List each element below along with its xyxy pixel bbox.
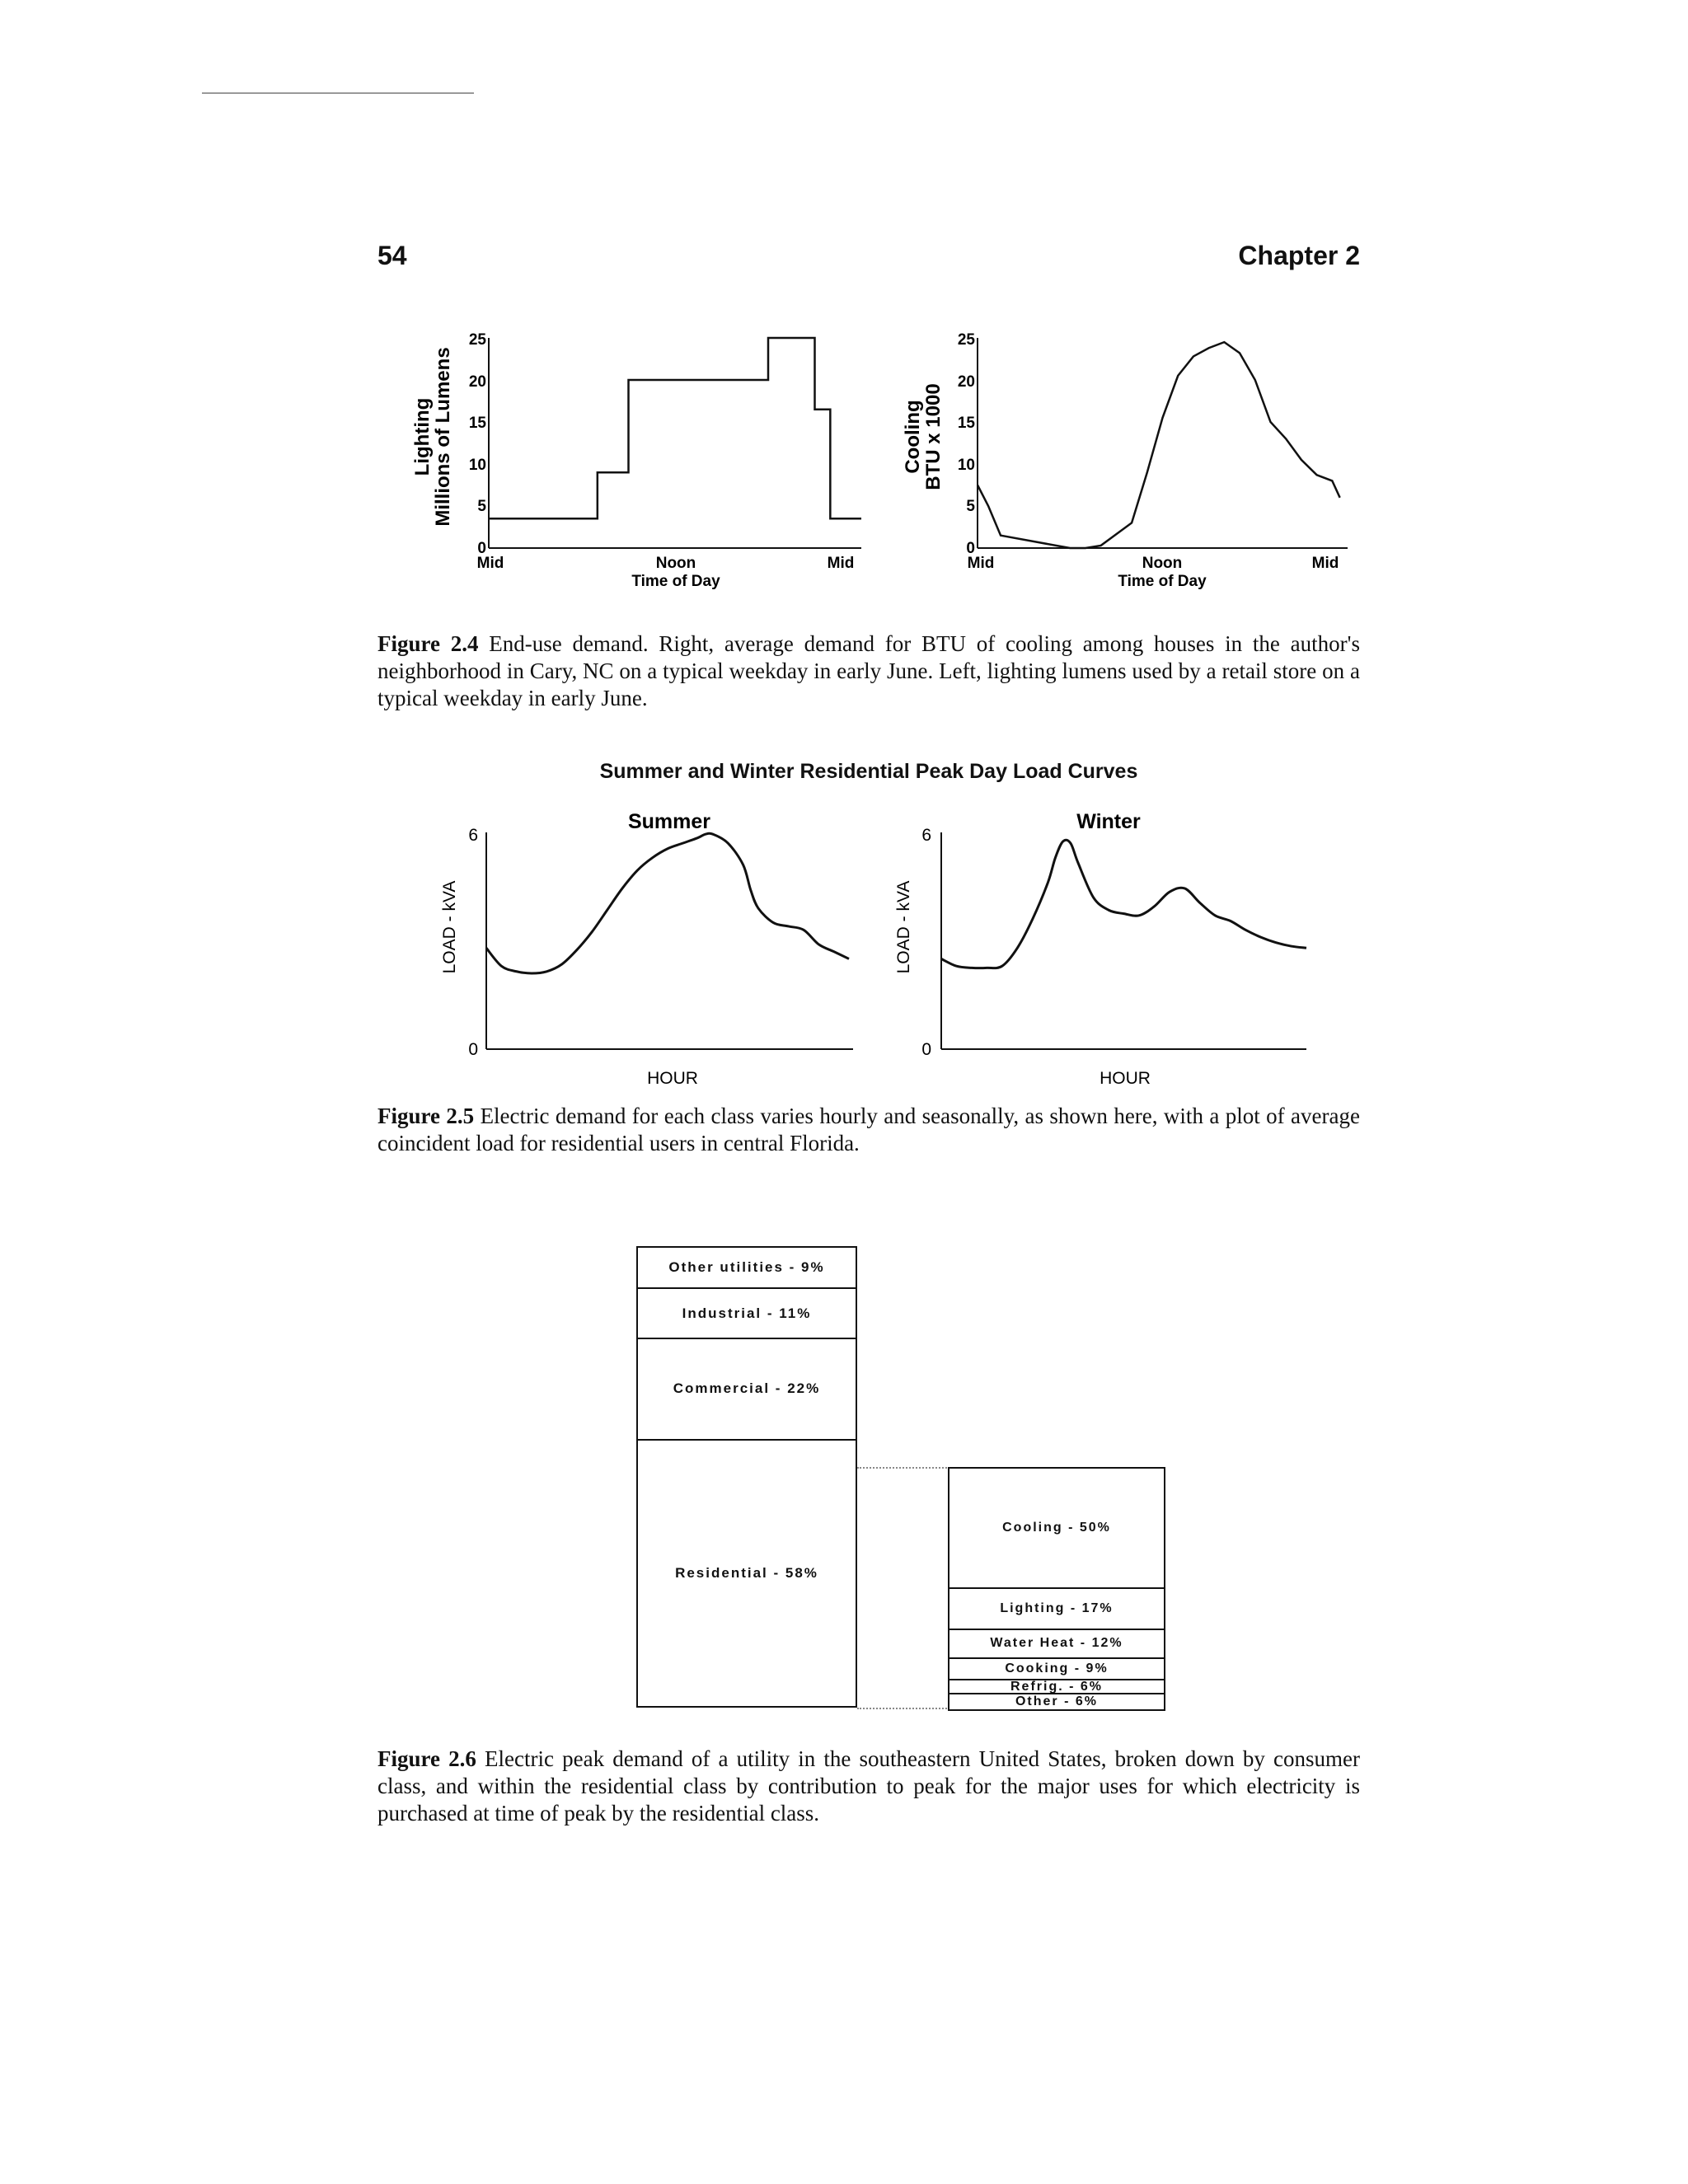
lighting-series-line	[489, 338, 861, 518]
lighting-ylabel-line2: Millions of Lumens	[432, 347, 454, 527]
cooling-xlabel: Time of Day	[1118, 573, 1207, 590]
lighting-ytick: 25	[468, 331, 486, 349]
lighting-ytick: 5	[477, 498, 486, 515]
residential-use-label: Water Heat - 12%	[990, 1636, 1123, 1651]
caption-label: Figure 2.4	[377, 631, 479, 656]
lighting-ytick: 20	[468, 373, 486, 391]
residential-use-segment	[950, 1469, 1164, 1589]
caption-text: Electric demand for each class varies hourly and seasonally, as shown here, with a plot of average coincident load for residential users in central Florida.	[377, 1104, 1360, 1155]
caption-label: Figure 2.6	[377, 1746, 476, 1771]
figure-2-5-caption	[377, 1103, 1360, 1157]
residential-use-segment	[950, 1694, 1164, 1709]
consumer-class-segment	[638, 1441, 856, 1706]
connector-top	[857, 1467, 950, 1469]
consumer-class-segment	[638, 1289, 856, 1339]
consumer-class-segment	[638, 1248, 856, 1289]
consumer-class-stack	[636, 1246, 857, 1708]
summer-series-line	[486, 833, 849, 973]
winter-xlabel: HOUR	[1100, 1069, 1151, 1088]
winter-label: Winter	[1076, 810, 1141, 833]
residential-use-segment	[950, 1589, 1164, 1630]
lighting-ytick: 0	[477, 540, 486, 557]
cooling-ytick: 20	[957, 373, 975, 391]
consumer-class-label: Other utilities - 9%	[668, 1259, 825, 1276]
cooling-xtick: Noon	[1142, 555, 1183, 572]
lighting-xtick: Noon	[655, 555, 696, 572]
lighting-xtick: Mid	[476, 555, 504, 572]
lighting-ytick: 10	[468, 457, 486, 474]
summer-xlabel: HOUR	[647, 1069, 698, 1088]
lighting-ytick: 15	[468, 415, 486, 432]
top-rule	[202, 92, 474, 94]
cooling-ytick: 25	[957, 331, 975, 349]
residential-use-label: Other - 6%	[1015, 1694, 1098, 1709]
cooling-ytick: 10	[957, 457, 975, 474]
chapter-title: Chapter 2	[1238, 241, 1360, 270]
connector-bottom	[857, 1708, 950, 1709]
winter-ytick-bottom: 0	[921, 1040, 931, 1059]
cooling-ytick: 0	[966, 540, 975, 557]
cooling-ytick: 5	[966, 498, 975, 515]
lighting-ylabel-line1: Lighting	[411, 397, 434, 476]
figure-2-4-caption	[377, 630, 1360, 712]
cooling-ytick: 15	[957, 415, 975, 432]
consumer-class-label: Residential - 58%	[675, 1564, 818, 1581]
consumer-class-label: Industrial - 11%	[682, 1305, 812, 1321]
consumer-class-segment	[638, 1339, 856, 1440]
caption-label: Figure 2.5	[377, 1104, 475, 1128]
residential-use-stack	[948, 1467, 1165, 1711]
residential-use-label: Refrig. - 6%	[1010, 1679, 1103, 1694]
winter-series-line	[941, 840, 1306, 968]
page-number: 54	[377, 241, 407, 270]
caption-text: Electric peak demand of a utility in the southeastern United States, broken down by consumer class, and within the residential class by contribution to peak for the major uses for which electricity is purchased at time of peak by the residential class.	[377, 1746, 1360, 1825]
consumer-class-label: Commercial - 22%	[673, 1380, 821, 1397]
residential-use-label: Cooling - 50%	[1002, 1521, 1111, 1535]
summer-label: Summer	[627, 810, 711, 833]
cooling-xtick: Mid	[967, 555, 995, 572]
summer-ytick-bottom: 0	[468, 1040, 478, 1059]
cooling-yticks	[958, 331, 976, 557]
lighting-xlabel: Time of Day	[631, 573, 720, 590]
lighting-yticks	[469, 331, 487, 557]
cooling-ylabel-line1: Cooling	[902, 400, 924, 474]
winter-ylabel: LOAD - kVA	[894, 880, 913, 974]
caption-text: End-use demand. Right, average demand for BTU of cooling among houses in the author's neighborhood in Cary, NC on a typical weekday in early June. Left, lighting lumens used by a retail store on a typical weekday in early June.	[377, 631, 1360, 710]
cooling-xtick: Mid	[1311, 555, 1339, 572]
figure-2-4	[363, 313, 1368, 610]
lighting-xtick: Mid	[827, 555, 855, 572]
winter-ytick-top: 6	[921, 826, 931, 845]
residential-use-label: Cooking - 9%	[1005, 1661, 1109, 1675]
figure-2-6-caption	[377, 1746, 1360, 1827]
cooling-ylabel-line2: BTU x 1000	[922, 383, 945, 490]
residential-use-segment	[950, 1680, 1164, 1695]
summer-ytick-top: 6	[468, 826, 478, 845]
figure-2-5	[412, 799, 1343, 1092]
residential-use-label: Lighting - 17%	[1000, 1601, 1114, 1615]
cooling-series-line	[978, 342, 1340, 548]
residential-use-segment	[950, 1630, 1164, 1659]
figure-2-5-title: Summer and Winter Residential Peak Day Load Curves	[599, 760, 1138, 783]
summer-ylabel: LOAD - kVA	[440, 880, 459, 974]
residential-use-segment	[950, 1659, 1164, 1680]
